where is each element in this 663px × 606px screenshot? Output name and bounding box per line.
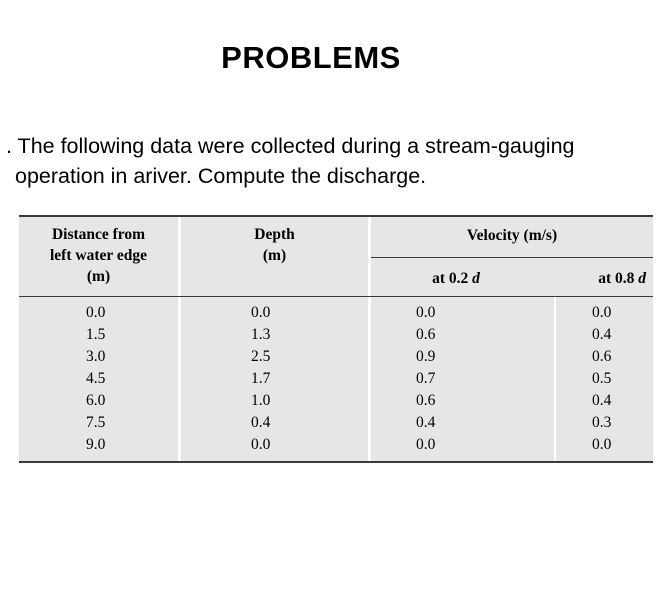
- table-bottom-rule: [19, 461, 653, 463]
- table-cell: 0.0: [251, 436, 271, 453]
- table-cell: 9.0: [86, 436, 106, 453]
- table-cell: 3.0: [86, 348, 106, 365]
- table-cell: 0.6: [416, 326, 436, 343]
- column-divider: [178, 297, 181, 461]
- table-cell: 0.7: [416, 370, 436, 387]
- page-title: PROBLEMS: [221, 40, 401, 75]
- table-cell: 0.4: [592, 392, 612, 409]
- header-velocity: Velocity (m/s): [466, 227, 558, 244]
- table-cell: 1.0: [251, 392, 271, 409]
- table-cell: 0.3: [592, 414, 612, 431]
- table-cell: 0.0: [86, 304, 106, 321]
- table-cell: 0.9: [416, 348, 436, 365]
- column-velocity-0-2-d: [416, 302, 435, 456]
- header-distance: Distance from left water edge (m): [50, 226, 147, 285]
- column-divider: [554, 297, 556, 461]
- table-cell: 0.0: [592, 436, 612, 453]
- column-velocity-0-8-d: [592, 302, 611, 456]
- data-table: [19, 215, 653, 463]
- table-cell: 6.0: [86, 392, 106, 409]
- table-cell: 2.5: [251, 348, 271, 365]
- table-cell: 0.0: [416, 304, 436, 321]
- table-cell: 0.4: [592, 326, 612, 343]
- header-bottom-rule: [19, 296, 653, 297]
- column-divider: [368, 297, 371, 461]
- table-cell: 0.6: [592, 348, 612, 365]
- problem-line-2: operation in ariver. Compute the discharge.: [15, 164, 427, 188]
- table-cell: 1.5: [86, 326, 106, 343]
- table-top-rule: [19, 215, 653, 217]
- table-cell: 0.5: [592, 370, 612, 387]
- velocity-subheader-rule: [371, 257, 653, 258]
- table-cell: 1.7: [251, 370, 271, 387]
- table-cell: 0.0: [592, 304, 612, 321]
- table-cell: 0.4: [251, 414, 271, 431]
- table-cell: 0.4: [416, 414, 436, 431]
- table-cell: 0.6: [416, 392, 436, 409]
- table-cell: 1.3: [251, 326, 271, 343]
- table-cell: 4.5: [86, 370, 106, 387]
- header-at-0-2-d: at 0.2 d: [432, 270, 480, 287]
- table-cell: 0.0: [416, 436, 436, 453]
- table-cell: 0.0: [251, 304, 271, 321]
- column-depth: [251, 302, 270, 456]
- header-at-0-8-d: at 0.8 d: [598, 270, 646, 287]
- table-cell: 7.5: [86, 414, 106, 431]
- problem-line-1: . The following data were collected during a stream-gauging: [6, 134, 575, 158]
- problem-statement: [6, 131, 646, 191]
- header-depth: Depth (m): [254, 226, 295, 264]
- column-distance: [86, 302, 105, 456]
